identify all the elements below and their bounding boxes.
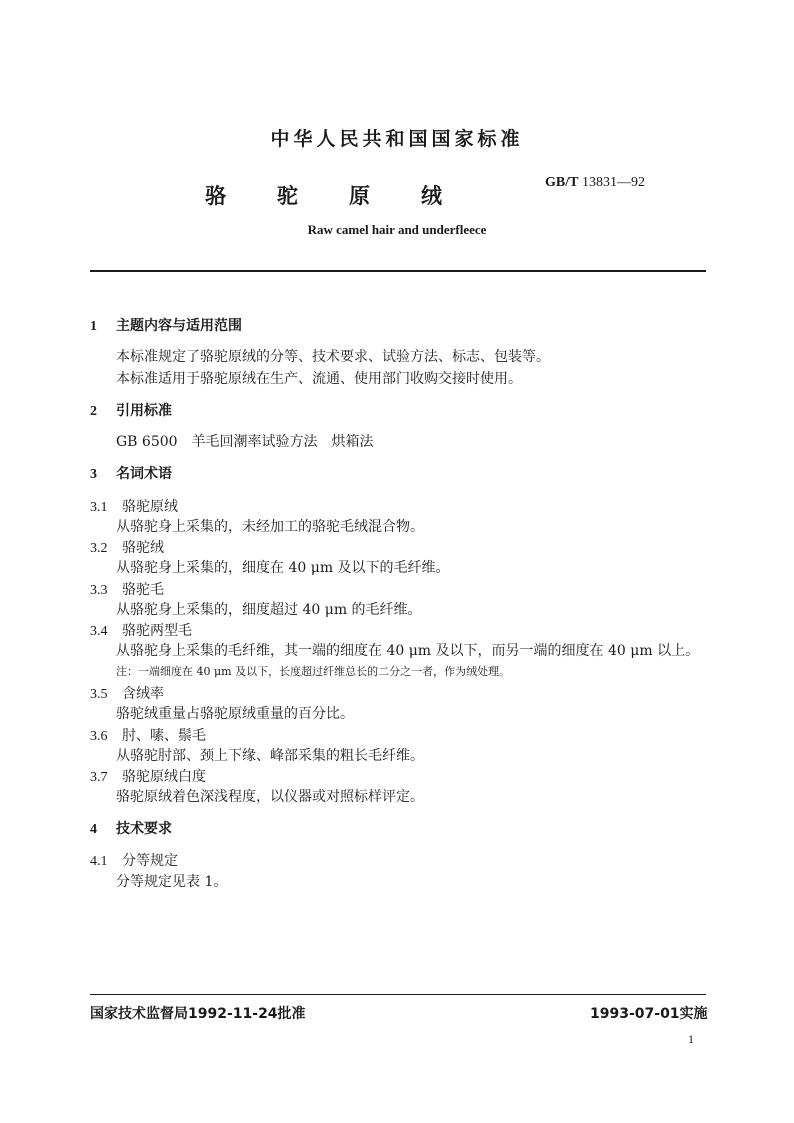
term-3-3-definition: 从骆驼身上采集的，细度超过 40 μm 的毛纤维。 [116, 602, 422, 618]
term-3-5: 3.5 含绒率 [90, 686, 164, 702]
doc-title-char-2: 驼 [277, 184, 298, 208]
section-1-para-1: 本标准规定了骆驼原绒的分等、技术要求、试验方法、标志、包装等。 [116, 349, 550, 365]
standard-prefix: GB/T [545, 175, 579, 190]
term-3-6: 3.6 肘、嗉、鬃毛 [90, 728, 206, 744]
term-3-4: 3.4 骆驼两型毛 [90, 623, 192, 639]
clause-4-1-text: 分等规定见表 1。 [116, 874, 228, 890]
term-3-7: 3.7 骆驼原绒白度 [90, 769, 206, 785]
section-2-reference: GB 6500 羊毛回潮率试验方法 烘箱法 [116, 434, 374, 450]
section-4-heading: 4 技术要求 [90, 821, 172, 837]
national-standard-heading: 中华人民共和国国家标准 [270, 128, 524, 150]
doc-title-char-1: 骆 [205, 184, 226, 208]
term-3-2: 3.2 骆驼绒 [90, 540, 164, 556]
page-number: 1 [688, 1032, 694, 1046]
doc-title-char-3: 原 [349, 184, 370, 208]
effective-date: 1993-07-01实施 [590, 1006, 708, 1022]
section-1-para-2: 本标准适用于骆驼原绒在生产、流通、使用部门收购交接时使用。 [116, 371, 522, 387]
standard-code: 13831—92 [581, 175, 645, 190]
term-3-4-definition: 从骆驼身上采集的毛纤维，其一端的细度在 40 μm 及以下，而另一端的细度在 40 μm 以上。 [116, 643, 700, 659]
footer-divider [90, 994, 706, 995]
term-3-2-definition: 从骆驼身上采集的，细度在 40 μm 及以下的毛纤维。 [116, 560, 450, 576]
term-3-6-definition: 从骆驼肘部、颈上下缘、峰部采集的粗长毛纤维。 [116, 748, 424, 764]
doc-title-char-4: 绒 [421, 184, 442, 208]
approval-line: 国家技术监督局1992-11-24批准 [90, 1006, 306, 1022]
term-3-4-note: 注：一端细度在 40 μm 及以下，长度超过纤维总长的二分之一者，作为绒处理。 [116, 665, 511, 678]
term-3-1-definition: 从骆驼身上采集的，未经加工的骆驼毛绒混合物。 [116, 519, 424, 535]
standard-number [545, 175, 645, 191]
term-3-1: 3.1 骆驼原绒 [90, 499, 178, 515]
header-divider [90, 270, 706, 272]
term-3-5-definition: 骆驼绒重量占骆驼原绒重量的百分比。 [116, 706, 354, 722]
clause-4-1: 4.1 分等规定 [90, 853, 178, 869]
term-3-7-definition: 骆驼原绒着色深浅程度，以仪器或对照标样评定。 [116, 789, 424, 805]
section-2-heading: 2 引用标准 [90, 403, 172, 419]
section-3-heading: 3 名词术语 [90, 466, 172, 482]
section-1-heading: 1 主题内容与适用范围 [90, 318, 242, 334]
english-title: Raw camel hair and underfleece [307, 222, 487, 237]
term-3-3: 3.3 骆驼毛 [90, 582, 164, 598]
